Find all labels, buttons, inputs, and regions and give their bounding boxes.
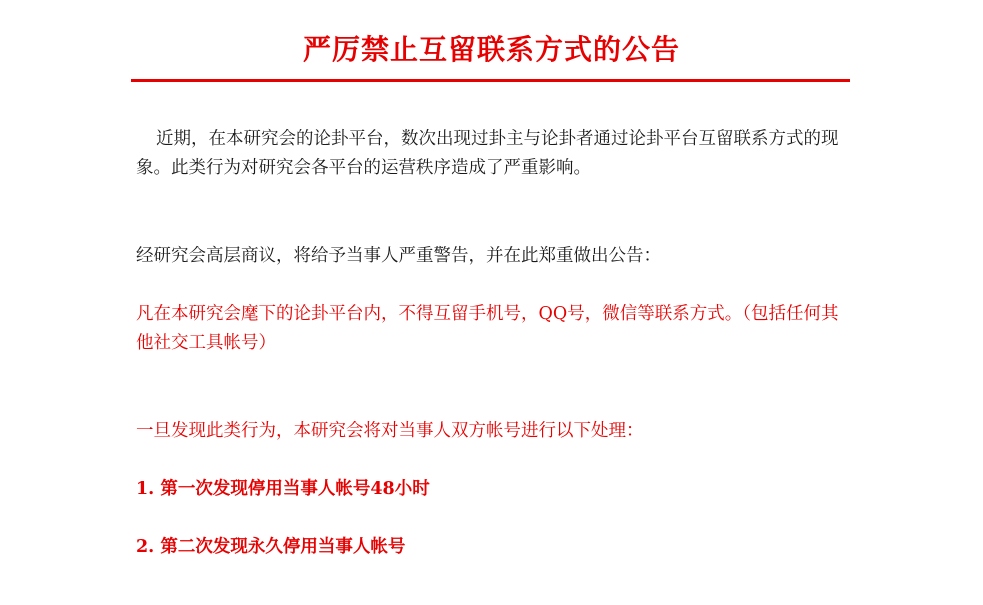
rule-paragraph: 凡在本研究会麾下的论卦平台内，不得互留手机号，QQ号，微信等联系方式。（包括任何其他社交工具帐号） [136, 304, 839, 353]
decision-paragraph: 经研究会高层商议，将给予当事人严重警告，并在此郑重做出公告： [136, 246, 661, 266]
warning-paragraph: 一旦发现此类行为，本研究会将对当事人双方帐号进行以下处理： [136, 421, 644, 441]
notice-title: 严厉禁止互留联系方式的公告 [302, 33, 680, 66]
title-divider [131, 79, 850, 82]
penalty-item-1: 1. 第一次发现停用当事人帐号48小时 [136, 479, 430, 499]
intro-paragraph: 近期，在本研究会的论卦平台，数次出现过卦主与论卦者通过论卦平台互留联系方式的现象。此类行为对研究会各平台的运营秩序造成了严重影响。 [136, 129, 839, 178]
penalty-item-2: 2. 第二次发现永久停用当事人帐号 [136, 537, 406, 557]
